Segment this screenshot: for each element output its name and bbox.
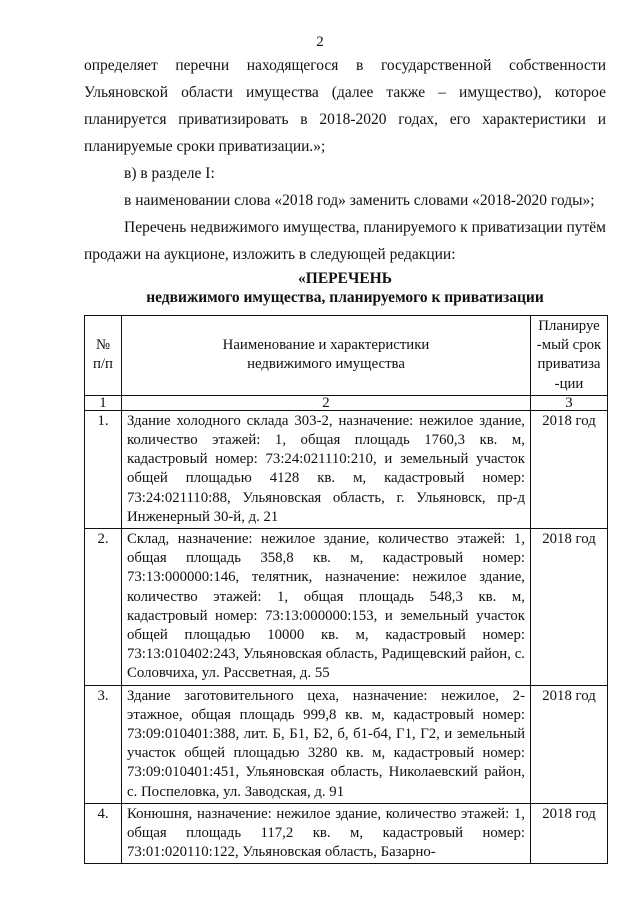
column-number-row [85,395,608,410]
row-description: Здание заготовительного цеха, назначение: нежилое, 2-этажное, общая площадь 999,8 кв. м, кадастровый номер: 73:09:010401:388, лит. Б, Б1, Б2, б, б1-б4, Г1, Г2, и земельный участок общей площадью 3280 кв. м, кадастровый номер: 73:09:010401:451, Ульяновская область, Николаевский район, с. Поспеловка, ул. Заводская, д. 91 [122,685,531,803]
table-row [85,410,608,528]
row-num: 1. [85,410,122,528]
list-title-line-2: недвижимого имущества, планируемого к приватизации [146,289,544,306]
list-title-line-1: «ПЕРЕЧЕНЬ [298,270,392,287]
row-description: Здание холодного склада 303-2, назначение: нежилое здание, количество этажей: 1, общая площадь 1760,3 кв. м, кадастровый номер: 73:24:021110:210, и земельный участок общей площадью 4128 кв. м, кадастровый номер: 73:24:021110:88, Ульяновская область, г. Ульяновск, пр-д Инженерный 30-й, д. 21 [122,410,531,528]
header-name: Наименование и характеристики недвижимого имущества [122,316,531,396]
page-number: 2 [316,34,324,50]
row-term: 2018 год [531,410,608,528]
paragraph-1: определяет перечни находящегося в государственной собственности Ульяновской области имущества (далее также – имущество), которое планируется приватизировать в 2018-2020 годах, его характеристики и планируемые сроки приватизации.»; [84,57,606,155]
col-number-1: 1 [85,395,122,410]
col-number-3: 3 [531,395,608,410]
property-table [84,315,608,864]
table-row [85,685,608,803]
row-description: Конюшня, назначение: нежилое здание, количество этажей: 1, общая площадь 117,2 кв. м, кадастровый номер: 73:01:020110:122, Ульяновская область, Базарно- [122,803,531,864]
table-row [85,529,608,686]
row-description: Склад, назначение: нежилое здание, количество этажей: 1, общая площадь 358,8 кв. м, кадастровый номер: 73:13:000000:146, телятник, назначение: нежилое здание, количество этажей: 1, общая площадь 548,3 кв. м, кадастровый номер: 73:13:000000:153, и земельный участок общей площадью 10000 кв. м, кадастровый номер: 73:13:010402:243, Ульяновская область, Радищевский район, с. Соловчиха, ул. Рассветная, д. 55 [122,529,531,686]
row-num: 3. [85,685,122,803]
paragraph-4: Перечень недвижимого имущества, планируемого к приватизации путём продажи на аукционе, изложить в следующей редакции: [84,219,606,263]
row-term: 2018 год [531,529,608,686]
header-num: № п/п [85,316,122,396]
paragraph-3: в наименовании слова «2018 год» заменить словами «2018-2020 годы»; [124,192,595,209]
paragraph-2: в) в разделе I: [124,165,215,182]
row-term: 2018 год [531,685,608,803]
col-number-2: 2 [122,395,531,410]
header-term: Планируе-мый срок приватиза-ции [531,316,608,396]
row-num: 2. [85,529,122,686]
table-row [85,803,608,864]
table-header-row [85,316,608,396]
row-term: 2018 год [531,803,608,864]
row-num: 4. [85,803,122,864]
